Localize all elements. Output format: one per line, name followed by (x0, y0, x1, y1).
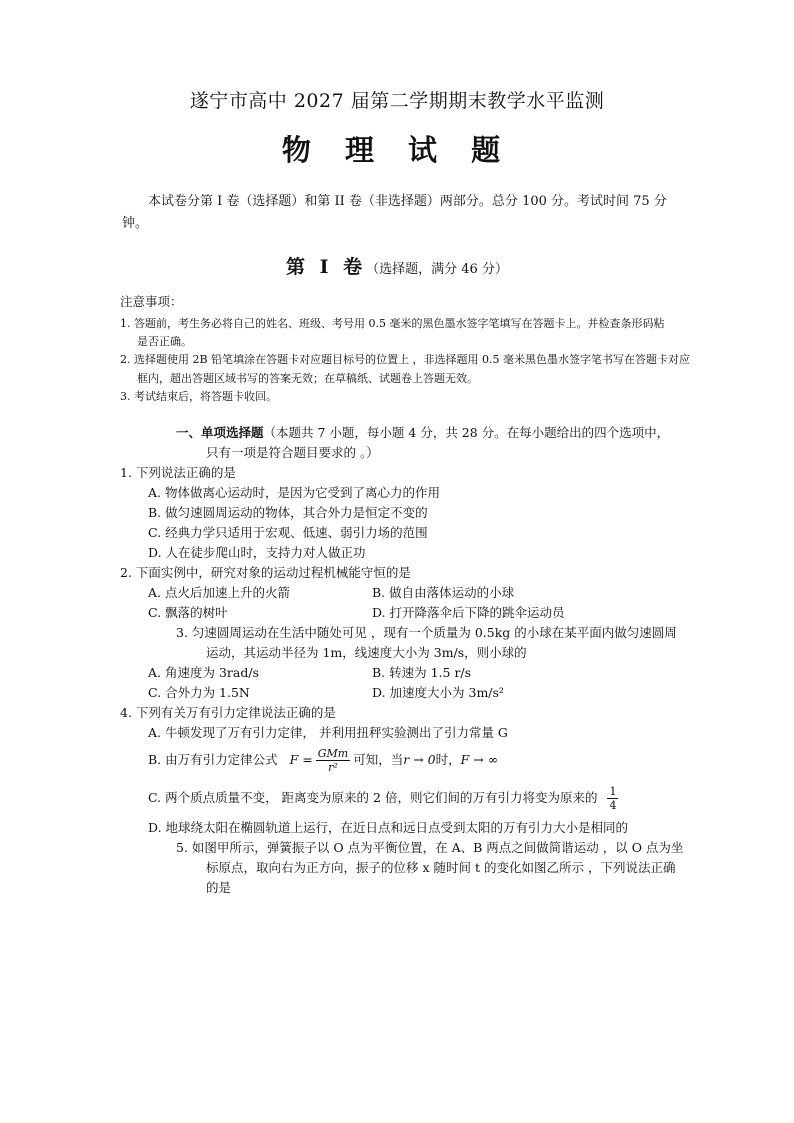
q4-c-text: C. 两个质点质量不变， 距离变为原来的 2 倍，则它们间的万有引力将变为原来的 (148, 790, 598, 805)
part1-heading-main: 第 Ⅰ 卷 (286, 256, 367, 278)
q4-b-prefix: B. 由万有引力定律公式 (148, 752, 278, 767)
q4-option-b (148, 745, 498, 775)
q5-line-1: 5. 如图甲所示，弹簧振子以 O 点为平衡位置，在 A、B 两点之间做简谐运动 ，以 O 点为坐 (176, 840, 684, 855)
section-desc-2: 只有一项是符合题目要求的 。） (206, 445, 379, 460)
q2-stem: 2. 下面实例中，研究对象的运动过程机械能守恒的是 (120, 565, 411, 580)
formula-denominator: r² (328, 761, 338, 774)
exam-title: 遂宁市高中 2027 届第二学期期末教学水平监测 (189, 90, 605, 112)
one-quarter-fraction (607, 785, 618, 812)
q5-line-3: 的是 (206, 880, 232, 895)
section-desc-1: （本题共 7 小题，每小题 4 分，共 28 分。在每小题给出的四个选项中， (263, 425, 670, 440)
q5-line-2: 标原点，取向右为正方向，振子的位移 x 随时间 t 的变化如图乙所示 ，下列说法正确 (206, 860, 676, 875)
q2-option-c: C. 飘落的树叶 (148, 605, 228, 620)
subject-title: 物 理 试 题 (281, 133, 513, 167)
note-3: 3. 考试结束后，将答题卡收回。 (120, 390, 277, 403)
notes-title: 注意事项： (120, 294, 183, 309)
q4-option-a: A. 牛顿发现了万有引力定律， 并利用扭秤实验测出了引力常量 G (148, 725, 508, 740)
q2-option-d: D. 打开降落伞后下降的跳伞运动员 (372, 605, 565, 620)
q4-stem: 4. 下列有关万有引力定律说法正确的是 (120, 705, 336, 720)
q3-option-a: A. 角速度为 3rad/s (148, 665, 259, 680)
fraction-denominator: 4 (609, 799, 617, 812)
formula-numerator: GMm (317, 747, 349, 760)
gravitation-formula-fraction (316, 747, 350, 774)
note-2b: 框内，超出答题区域书写的答案无效；在草稿纸、试题卷上答题无效。 (137, 372, 478, 385)
note-1a: 1. 答题前，考生务必将自己的姓名、班级、考号用 0.5 毫米的黑色墨水签字笔填写在答题卡上。并检查条形码粘 (120, 317, 665, 330)
q1-option-d: D. 人在徒步爬山时，支持力对人做正功 (148, 545, 366, 560)
q2-option-b: B. 做自由落体运动的小球 (372, 585, 515, 600)
q1-option-a: A. 物体做离心运动时，是因为它受到了离心力的作用 (148, 485, 440, 500)
q4-option-d: D. 地球绕太阳在椭圆轨道上运行，在近日点和远日点受到太阳的万有引力大小是相同的 (148, 820, 629, 835)
q1-option-c: C. 经典力学只适用于宏观、低速、弱引力场的范围 (148, 525, 428, 540)
q4-option-c (148, 782, 621, 814)
q3-stem-1: 3. 匀速圆周运动在生活中随处可见 ，现有一个质量为 0.5kg 的小球在某平面内做匀速圆周 (176, 625, 677, 640)
intro-text: 本试卷分第 I 卷（选择题）和第 II 卷（非选择题）两部分。总分 100 分。考试时间 75 分钟。 (122, 194, 667, 231)
q1-option-b: B. 做匀速圆周运动的物体，其合外力是恒定不变的 (148, 505, 428, 520)
fraction-numerator: 1 (609, 785, 617, 798)
q3-option-c: C. 合外力为 1.5N (148, 685, 250, 700)
q4-b-post: 可知，当 (353, 752, 404, 767)
q3-option-d: D. 加速度大小为 3m/s² (372, 685, 504, 700)
q1-stem: 1. 下列说法正确的是 (120, 465, 236, 480)
q2-option-a: A. 点火后加速上升的火箭 (148, 585, 290, 600)
note-1b: 是否正确。 (137, 335, 192, 348)
note-2a: 2. 选择题使用 2B 铅笔填涂在答题卡对应题目标号的位置上 ，非选择题用 0.5 毫米黑色墨水签字笔书写在答题卡对应 (120, 353, 691, 366)
part1-heading-note: （选择题，满分 46 分） (366, 262, 508, 277)
q3-stem-2: 运动，其运动半径为 1m，线速度大小为 3m/s，则小球的 (206, 645, 527, 660)
q4-b-condition: r → 0 (403, 752, 436, 767)
section-label: 一、单项选择题 (176, 425, 264, 440)
q4-b-formula-lhs: F = (289, 752, 313, 767)
q3-option-b: B. 转速为 1.5 r/s (372, 665, 472, 680)
part1-heading (0, 252, 794, 279)
q4-b-result: F → ∞ (460, 752, 499, 767)
q4-b-when: 时， (435, 752, 461, 767)
section-single-choice (176, 423, 669, 441)
